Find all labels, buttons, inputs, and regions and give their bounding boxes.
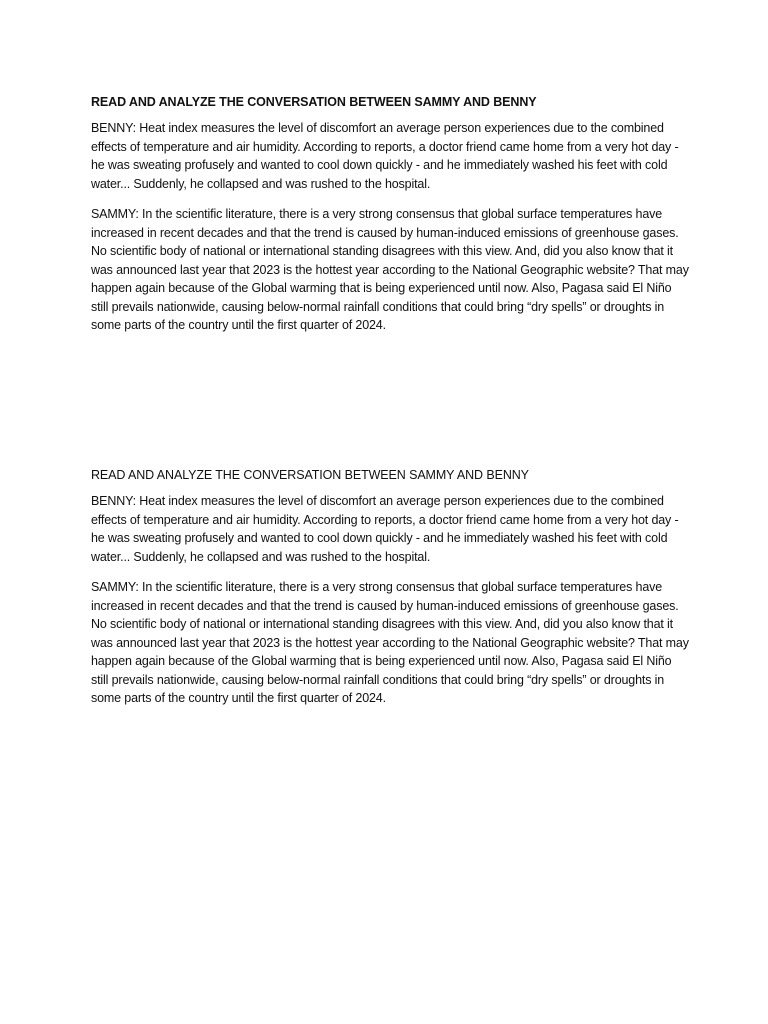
conversation-section-1 <box>91 94 691 347</box>
benny-paragraph: BENNY: Heat index measures the level of discomfort an average person experiences due to the combined effects of temperature and air humidity. According to reports, a doctor friend came home from a very hot day - he was sweating profusely and wanted to cool down quickly - and he immediately washed his feet with cold water... Suddenly, he collapsed and was rushed to the hospital. <box>91 121 679 191</box>
conversation-section-2 <box>91 467 691 720</box>
section-heading: READ AND ANALYZE THE CONVERSATION BETWEEN SAMMY AND BENNY <box>91 468 529 482</box>
benny-paragraph: BENNY: Heat index measures the level of discomfort an average person experiences due to the combined effects of temperature and air humidity. According to reports, a doctor friend came home from a very hot day - he was sweating profusely and wanted to cool down quickly - and he immediately washed his feet with cold water... Suddenly, he collapsed and was rushed to the hospital. <box>91 494 679 564</box>
sammy-paragraph: SAMMY: In the scientific literature, there is a very strong consensus that global surface temperatures have increased in recent decades and that the trend is caused by human-induced emissions of greenhouse gases. No scientific body of national or international standing disagrees with this view. And, did you also know that it was announced last year that 2023 is the hottest year according to the National Geographic website? That may happen again because of the Global warming that is being experienced until now. Also, Pagasa said El Niño still prevails nationwide, causing below-normal rainfall conditions that could bring “dry spells” or droughts in some parts of the country until the first quarter of 2024. <box>91 207 689 332</box>
section-heading: READ AND ANALYZE THE CONVERSATION BETWEEN SAMMY AND BENNY <box>91 95 537 109</box>
sammy-paragraph: SAMMY: In the scientific literature, there is a very strong consensus that global surface temperatures have increased in recent decades and that the trend is caused by human-induced emissions of greenhouse gases. No scientific body of national or international standing disagrees with this view. And, did you also know that it was announced last year that 2023 is the hottest year according to the National Geographic website? That may happen again because of the Global warming that is being experienced until now. Also, Pagasa said El Niño still prevails nationwide, causing below-normal rainfall conditions that could bring “dry spells” or droughts in some parts of the country until the first quarter of 2024. <box>91 580 689 705</box>
